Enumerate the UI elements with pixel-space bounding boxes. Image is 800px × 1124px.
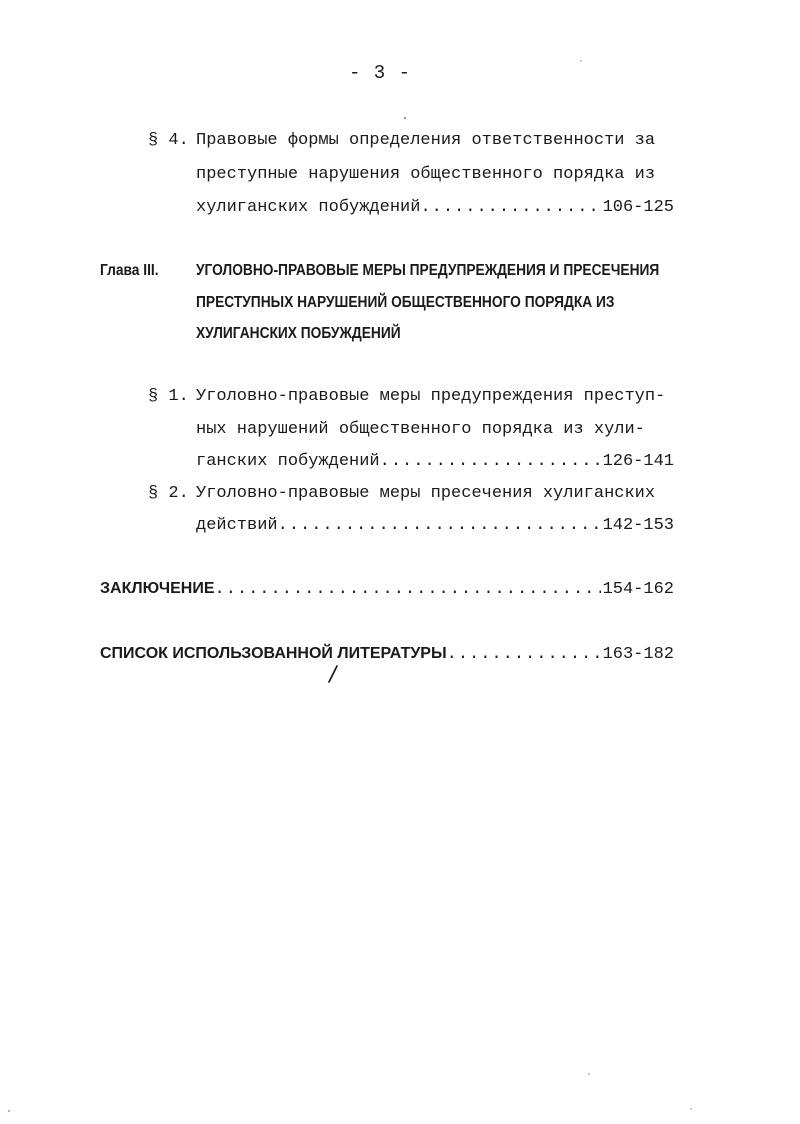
section-4-title-line3: хулиганских побуждений xyxy=(196,198,421,217)
ch3-section-2-title-line2: действий xyxy=(196,516,278,535)
ch3-section-1-title-line3: ганских побуждений xyxy=(196,452,380,471)
chapter-3-title-line3: ХУЛИГАНСКИХ ПОБУЖДЕНИЙ xyxy=(196,325,401,342)
dot-leader xyxy=(278,516,601,535)
section-4-title-line2: преступные нарушения общественного порядка из xyxy=(196,165,656,184)
section-4-marker: § 4. xyxy=(148,131,189,150)
bibliography-toc-row xyxy=(100,645,674,664)
ch3-section-2-marker: § 2. xyxy=(148,484,189,503)
ch3-section-1-title-line2: ных нарушений общественного порядка из хули- xyxy=(196,420,645,439)
ch3-section-2-title-line1: Уголовно-правовые меры пресечения хулиганских xyxy=(196,484,656,503)
conclusion-toc-row xyxy=(100,580,674,599)
dot-leader xyxy=(380,452,601,471)
section-4-toc-row xyxy=(196,198,674,217)
ch3-section-2-toc-row xyxy=(196,516,674,535)
conclusion-title: ЗАКЛЮЧЕНИЕ xyxy=(100,580,215,597)
scan-speck xyxy=(690,1108,692,1110)
scan-speck xyxy=(404,117,406,119)
pen-stroke-mark xyxy=(326,664,340,684)
bibliography-pages: 163-182 xyxy=(602,645,674,664)
chapter-3-label: Глава III. xyxy=(100,262,159,279)
chapter-3-title-line1: УГОЛОВНО-ПРАВОВЫЕ МЕРЫ ПРЕДУПРЕЖДЕНИЯ И ПРЕСЕЧЕНИЯ xyxy=(196,262,660,279)
ch3-section-1-pages: 126-141 xyxy=(602,452,674,471)
page-number: - 3 - xyxy=(348,62,411,84)
scan-speck xyxy=(588,1073,590,1075)
bibliography-title: СПИСОК ИСПОЛЬЗОВАННОЙ ЛИТЕРАТУРЫ xyxy=(100,645,447,662)
section-4-title-line1: Правовые формы определения ответственности за xyxy=(196,131,656,150)
conclusion-pages: 154-162 xyxy=(602,580,674,599)
chapter-3-title-line2: ПРЕСТУПНЫХ НАРУШЕНИЙ ОБЩЕСТВЕННОГО ПОРЯДКА ИЗ xyxy=(196,294,615,311)
ch3-section-1-toc-row xyxy=(196,452,674,471)
dot-leader xyxy=(420,198,600,217)
ch3-section-2-pages: 142-153 xyxy=(602,516,674,535)
ch3-section-1-marker: § 1. xyxy=(148,387,189,406)
dot-leader xyxy=(447,645,601,664)
scan-speck xyxy=(8,1110,10,1112)
scan-speck xyxy=(580,60,582,62)
section-4-pages: 106-125 xyxy=(602,198,674,217)
dot-leader xyxy=(215,580,601,599)
ch3-section-1-title-line1: Уголовно-правовые меры предупреждения преступ- xyxy=(196,387,666,406)
